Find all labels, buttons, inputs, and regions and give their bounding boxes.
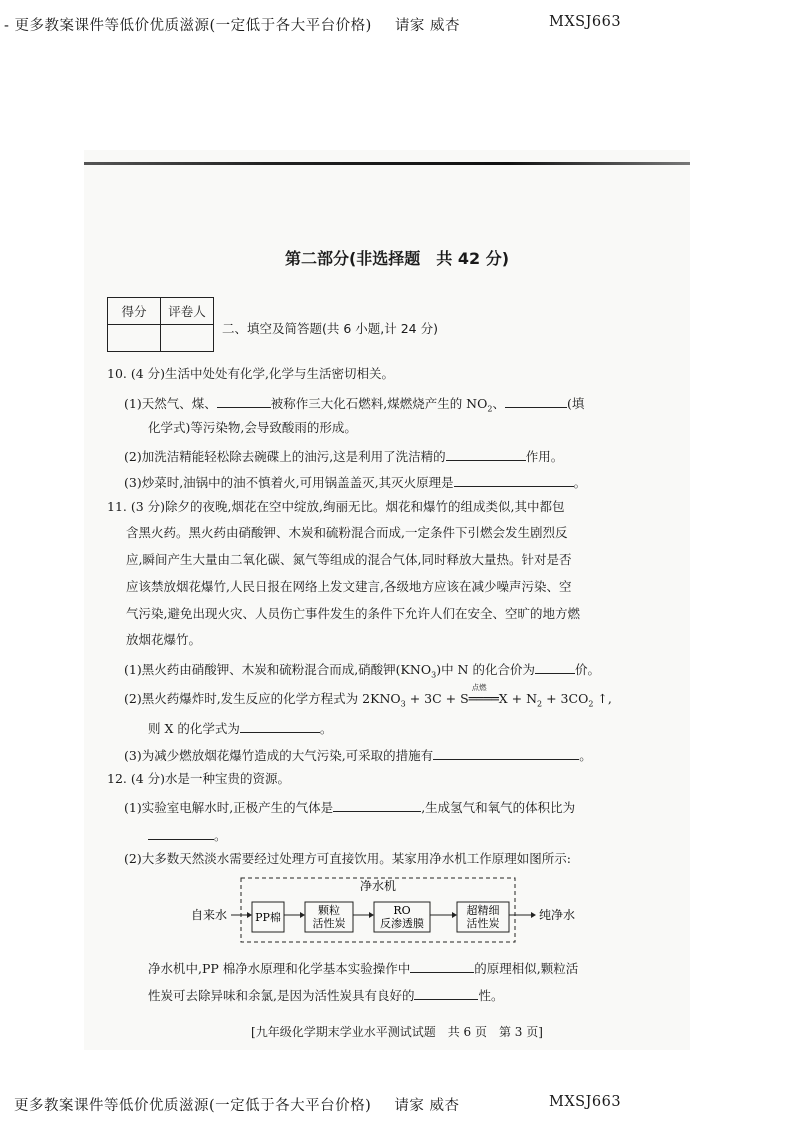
bottom-banner (14, 1094, 622, 1115)
banner-bottom-text: 更多教案课件等低价优质滋源(一定低于各大平台价格) (14, 1098, 372, 1114)
input-label: 自来水 (190, 908, 228, 922)
output-label: 纯净水 (539, 908, 576, 922)
water-purifier-diagram (185, 874, 605, 946)
q10-p3-text-b: 。 (573, 475, 587, 490)
q11-p2-sub3: 2 (588, 699, 594, 709)
q11-p2-text-c: X + N (498, 691, 538, 706)
box-ultrafine-carbon-l2: 活性炭 (466, 917, 500, 930)
box-pp-cotton-label: PP棉 (255, 911, 281, 924)
q11-p1-text-a: (1)黑火药由硝酸钾、木炭和硫粉混合而成,硝酸钾(KNO (124, 662, 432, 677)
q11-part1 (124, 661, 600, 680)
q11-p1-sub: 3 (431, 670, 437, 680)
score-cell[interactable] (108, 325, 161, 352)
q10-p2-blank[interactable] (446, 448, 526, 461)
q11-p2-sub1: 3 (400, 699, 406, 709)
q12-p3-text-b: 的原理相似,颗粒活 (474, 961, 579, 976)
q11-p2-text-a: (2)黑火药爆炸时,发生反应的化学方程式为 2KNO (124, 691, 401, 706)
q11-p2-text-f: 则 X 的化学式为 (148, 721, 240, 736)
banner-contact: 请家 威杏 (394, 18, 461, 34)
q10-part2 (124, 448, 563, 464)
q10-p3-blank[interactable] (454, 474, 574, 487)
q11-p1-text-b: )中 N 的化合价为 (436, 662, 535, 677)
q11-part2-line1 (124, 683, 612, 709)
grader-header: 评卷人 (161, 298, 214, 325)
score-header: 得分 (108, 298, 161, 325)
score-table (107, 297, 214, 352)
top-banner (4, 14, 622, 35)
q12-stem: 12. (4 分)水是一种宝贵的资源。 (107, 771, 291, 786)
arrow-1-head (300, 912, 305, 918)
q12-p1-text-a: (1)实验室电解水时,正极产生的气体是 (124, 800, 334, 815)
q11-line1: 11. (3 分)除夕的夜晚,烟花在空中绽放,绚丽无比。烟花和爆竹的组成类似,其中都包 (107, 499, 565, 514)
q12-p3-text-a: 净水机中,PP 棉净水原理和化学基本实验操作中 (148, 961, 411, 976)
q12-part2-line3 (148, 987, 504, 1003)
q12-p4-text-b: 性。 (478, 988, 504, 1003)
q11-line6: 放烟花爆竹。 (126, 632, 202, 647)
q11-p2-text-g: 。 (319, 721, 333, 736)
q12-p2-blank1[interactable] (410, 960, 474, 973)
grader-cell[interactable] (161, 325, 214, 352)
reaction-condition-arrow: 点燃 ════ (468, 683, 499, 706)
q12-p1-blank2[interactable] (148, 827, 214, 840)
q10-part1-line1 (124, 395, 584, 414)
q11-line3: 应,瞬间产生大量由二氧化碳、氮气等组成的混合气体,同时释放大量热。针对是否 (126, 552, 572, 567)
banner-code: MXSJ663 (549, 14, 622, 30)
q10-p2-text-a: (2)加洗洁精能轻松除去碗碟上的油污,这是利用了洗洁精的 (124, 449, 446, 464)
q11-line2: 含黑火药。黑火药由硝酸钾、木炭和硫粉混合而成,一定条件下引燃会发生剧烈反 (126, 525, 568, 540)
q10-p2-text-b: 作用。 (525, 449, 564, 464)
arrow-3-head (452, 912, 457, 918)
box-granular-carbon-l1: 颗粒 (318, 904, 340, 917)
q12-part1-line1 (124, 799, 575, 815)
q11-p2-text-b: + 3C + S (405, 691, 469, 706)
q11-p2-sub2: 2 (537, 699, 543, 709)
q12-p4-text-a: 性炭可去除异味和余氯,是因为活性炭具有良好的 (148, 988, 415, 1003)
q10-p1-text-b: 被称作三大化石燃料,煤燃烧产生的 NO (270, 396, 488, 411)
q12-part2-line2 (148, 960, 578, 976)
arrow-input-head (247, 912, 252, 918)
q10-p1-blank2[interactable] (505, 395, 567, 408)
page-top-rule (84, 162, 690, 165)
purifier-title: 净水机 (359, 879, 397, 893)
q11-line4: 应该禁放烟花爆竹,人民日报在网络上发文建言,各级地方应该在减少噪声污染、空 (126, 579, 572, 594)
q10-p1-text-d: (填 (566, 396, 585, 411)
arrow-2-head (369, 912, 374, 918)
q10-stem: 10. (4 分)生活中处处有化学,化学与生活密切相关。 (107, 366, 395, 381)
q11-p3-text-a: (3)为减少燃放烟花爆竹造成的大气污染,可采取的措施有 (124, 748, 434, 763)
q11-p1-text-c: 价。 (574, 662, 600, 677)
box-granular-carbon-l2: 活性炭 (312, 917, 346, 930)
q11-p2-text-d: + 3CO (542, 691, 589, 706)
q12-p2-blank2[interactable] (414, 987, 478, 1000)
box-ultrafine-carbon-l1: 超精细 (466, 904, 500, 917)
q12-part1-line2 (148, 827, 227, 843)
q10-p1-blank1[interactable] (217, 395, 271, 408)
q11-part2-line2 (148, 720, 332, 736)
arrow-output-head (531, 912, 536, 918)
q11-line5: 气污染,避免出现火灾、人员伤亡事件发生的条件下允许人们在安全、空旷的地方燃 (126, 606, 580, 621)
q10-part1-line2: 化学式)等污染物,会导致酸雨的形成。 (148, 420, 357, 435)
q11-p3-blank[interactable] (433, 747, 579, 760)
q12-part2: (2)大多数天然淡水需要经过处理方可直接饮用。某家用净水机工作原理如图所示: (124, 851, 571, 866)
q12-p1-text-b: ,生成氢气和氧气的体积比为 (421, 800, 576, 815)
reaction-condition: 点燃 (471, 683, 487, 692)
q12-p1-blank1[interactable] (333, 799, 421, 812)
q10-p3-text-a: (3)炒菜时,油锅中的油不慎着火,可用锅盖盖灭,其灭火原理是 (124, 475, 454, 490)
box-ro-membrane-l1: RO (393, 904, 411, 917)
q10-p1-sub: 2 (487, 404, 493, 414)
section-title: 二、填空及简答题(共 6 小题,计 24 分) (222, 321, 438, 336)
q12-p1-text-c: 。 (214, 828, 227, 843)
banner-bottom-code: MXSJ663 (549, 1094, 622, 1110)
q11-p2-blank[interactable] (240, 720, 320, 733)
box-ro-membrane-l2: 反渗透膜 (380, 917, 424, 930)
q11-p3-text-b: 。 (579, 748, 592, 763)
q11-part3 (124, 747, 592, 763)
banner-bottom-contact: 请家 威杏 (394, 1098, 460, 1114)
q11-p1-blank[interactable] (535, 661, 575, 674)
q11-p2-text-e: ↑, (593, 691, 612, 706)
page-footer: [九年级化学期末学业水平测试试题 共 6 页 第 3 页] (251, 1025, 543, 1039)
part-title: 第二部分(非选择题 共 42 分) (284, 249, 510, 268)
banner-text: - 更多教案课件等低价优质滋源(一定低于各大平台价格) (4, 18, 372, 34)
q10-p1-text-c: 、 (492, 396, 505, 411)
q10-p1-text-a: (1)天然气、煤、 (124, 396, 217, 411)
q10-part3 (124, 474, 586, 490)
